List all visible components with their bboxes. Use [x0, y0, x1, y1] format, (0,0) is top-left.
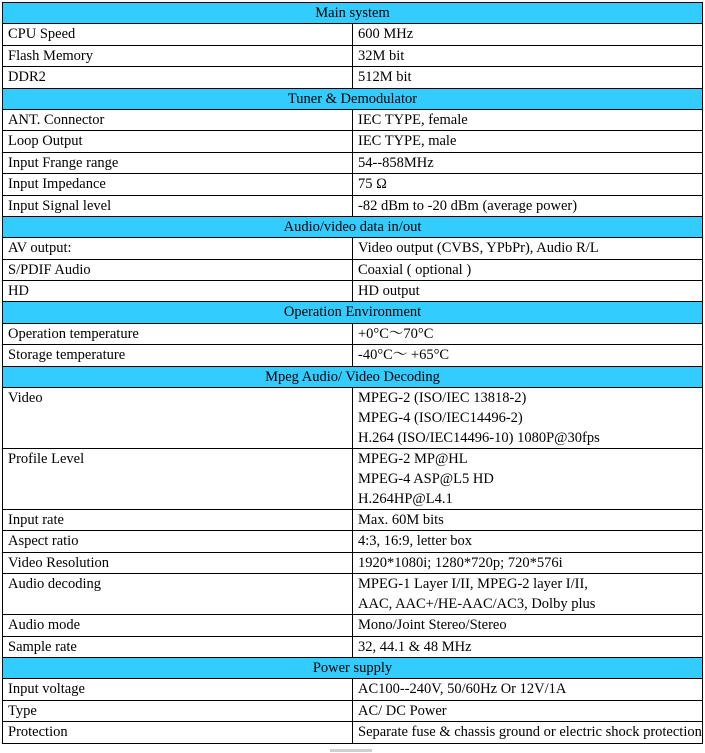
- spec-value: [353, 24, 703, 45]
- spec-value: [353, 174, 703, 195]
- spec-label: Type: [3, 700, 353, 721]
- spec-label: Aspect ratio: [3, 531, 353, 552]
- spec-row: [3, 152, 703, 173]
- spec-label: S/PDIF Audio: [3, 259, 353, 280]
- spec-value-line: MPEG-2 MP@HL: [358, 451, 468, 468]
- spec-value-line: Separate fuse & chassis ground or electric shock protection: [358, 724, 702, 741]
- spec-table: [2, 2, 703, 744]
- spec-value-line: 32M bit: [358, 47, 405, 64]
- spec-value-line: HD output: [358, 283, 420, 300]
- section-title: Power supply: [3, 657, 703, 678]
- spec-row: [3, 67, 703, 88]
- spec-value: [353, 449, 703, 510]
- spec-row: [3, 531, 703, 552]
- spec-row: [3, 259, 703, 280]
- spec-label: Loop Output: [3, 131, 353, 152]
- section-header-row: [3, 216, 703, 237]
- spec-value: [353, 109, 703, 130]
- spec-row: [3, 281, 703, 302]
- spec-value: [353, 722, 703, 743]
- spec-label: Protection: [3, 722, 353, 743]
- spec-label: Audio mode: [3, 615, 353, 636]
- spec-value: [353, 281, 703, 302]
- spec-label: Video: [3, 388, 353, 449]
- spec-label: Operation temperature: [3, 323, 353, 344]
- spec-value: [353, 238, 703, 259]
- section-title: Operation Environment: [3, 302, 703, 323]
- spec-row: [3, 238, 703, 259]
- spec-value: [353, 636, 703, 657]
- spec-value-line: AC100--240V, 50/60Hz Or 12V/1A: [358, 681, 567, 698]
- spec-value: [353, 152, 703, 173]
- spec-value: [353, 574, 703, 615]
- spec-label: Video Resolution: [3, 552, 353, 573]
- spec-row: [3, 449, 703, 510]
- spec-value-line: IEC TYPE, female: [358, 111, 468, 128]
- spec-value-line: H.264HP@L4.1: [358, 491, 453, 508]
- spec-value: [353, 615, 703, 636]
- spec-value-line: AC/ DC Power: [358, 702, 447, 719]
- spec-row: [3, 574, 703, 615]
- section-title: Audio/video data in/out: [3, 216, 703, 237]
- spec-label: Input rate: [3, 510, 353, 531]
- section-header-row: [3, 366, 703, 387]
- spec-label: AV output:: [3, 238, 353, 259]
- spec-label: CPU Speed: [3, 24, 353, 45]
- spec-value-line: IEC TYPE, male: [358, 133, 457, 150]
- spec-label: Profile Level: [3, 449, 353, 510]
- spec-row: [3, 510, 703, 531]
- spec-value: [353, 323, 703, 344]
- spec-row: [3, 323, 703, 344]
- spec-label: Input Impedance: [3, 174, 353, 195]
- spec-label: Audio decoding: [3, 574, 353, 615]
- spec-value: [353, 67, 703, 88]
- spec-value-line: -40°C～ +65°C: [358, 347, 450, 364]
- spec-value: [353, 345, 703, 366]
- section-title: Mpeg Audio/ Video Decoding: [3, 366, 703, 387]
- spec-value-line: 32, 44.1 & 48 MHz: [358, 638, 472, 655]
- spec-value-line: MPEG-4 (ISO/IEC14496-2): [358, 410, 523, 427]
- spec-value-line: H.264 (ISO/IEC14496-10) 1080P@30fps: [358, 430, 600, 447]
- page-edge-mark: [330, 749, 372, 752]
- spec-row: [3, 109, 703, 130]
- spec-value-line: -82 dBm to -20 dBm (average power): [358, 197, 578, 214]
- spec-row: [3, 552, 703, 573]
- spec-value: [353, 700, 703, 721]
- spec-value-line: Video output (CVBS, YPbPr), Audio R/L: [358, 240, 599, 257]
- spec-value-line: MPEG-1 Layer I/II, MPEG-2 layer I/II,: [358, 576, 588, 593]
- section-header-row: [3, 657, 703, 678]
- spec-table-body: [3, 3, 703, 744]
- spec-value: [353, 195, 703, 216]
- spec-row: [3, 722, 703, 743]
- spec-label: Input Signal level: [3, 195, 353, 216]
- spec-label: Input Frange range: [3, 152, 353, 173]
- spec-row: [3, 679, 703, 700]
- section-title: Main system: [3, 3, 703, 24]
- spec-row: [3, 345, 703, 366]
- spec-value: [353, 531, 703, 552]
- spec-value-line: 1920*1080i; 1280*720p; 720*576i: [358, 554, 563, 571]
- spec-value: [353, 679, 703, 700]
- spec-value-line: AAC, AAC+/HE-AAC/AC3, Dolby plus: [358, 596, 596, 613]
- spec-value-line: 54--858MHz: [358, 154, 434, 171]
- section-header-row: [3, 3, 703, 24]
- section-header-row: [3, 302, 703, 323]
- spec-value: [353, 259, 703, 280]
- section-header-row: [3, 88, 703, 109]
- spec-value-line: Coaxial ( optional ): [358, 261, 472, 278]
- spec-row: [3, 700, 703, 721]
- spec-value: [353, 388, 703, 449]
- spec-row: [3, 45, 703, 66]
- spec-value-line: Mono/Joint Stereo/Stereo: [358, 617, 507, 634]
- spec-value: [353, 45, 703, 66]
- spec-label: ANT. Connector: [3, 109, 353, 130]
- spec-row: [3, 636, 703, 657]
- spec-value: [353, 552, 703, 573]
- spec-row: [3, 388, 703, 449]
- spec-label: HD: [3, 281, 353, 302]
- spec-value-line: +0°C～70°C: [358, 325, 434, 342]
- spec-value-line: Max. 60M bits: [358, 512, 444, 529]
- spec-label: Storage temperature: [3, 345, 353, 366]
- spec-row: [3, 195, 703, 216]
- spec-row: [3, 24, 703, 45]
- spec-value-line: 75 Ω: [358, 176, 387, 193]
- spec-value: [353, 131, 703, 152]
- spec-label: Sample rate: [3, 636, 353, 657]
- section-title: Tuner & Demodulator: [3, 88, 703, 109]
- spec-label: DDR2: [3, 67, 353, 88]
- spec-value-line: MPEG-4 ASP@L5 HD: [358, 471, 494, 488]
- spec-value-line: MPEG-2 (ISO/IEC 13818-2): [358, 390, 527, 407]
- spec-value-line: 600 MHz: [358, 26, 414, 43]
- spec-value-line: 4:3, 16:9, letter box: [358, 533, 472, 550]
- spec-value-line: 512M bit: [358, 69, 412, 86]
- spec-label: Flash Memory: [3, 45, 353, 66]
- spec-row: [3, 131, 703, 152]
- spec-row: [3, 615, 703, 636]
- spec-label: Input voltage: [3, 679, 353, 700]
- spec-value: [353, 510, 703, 531]
- spec-row: [3, 174, 703, 195]
